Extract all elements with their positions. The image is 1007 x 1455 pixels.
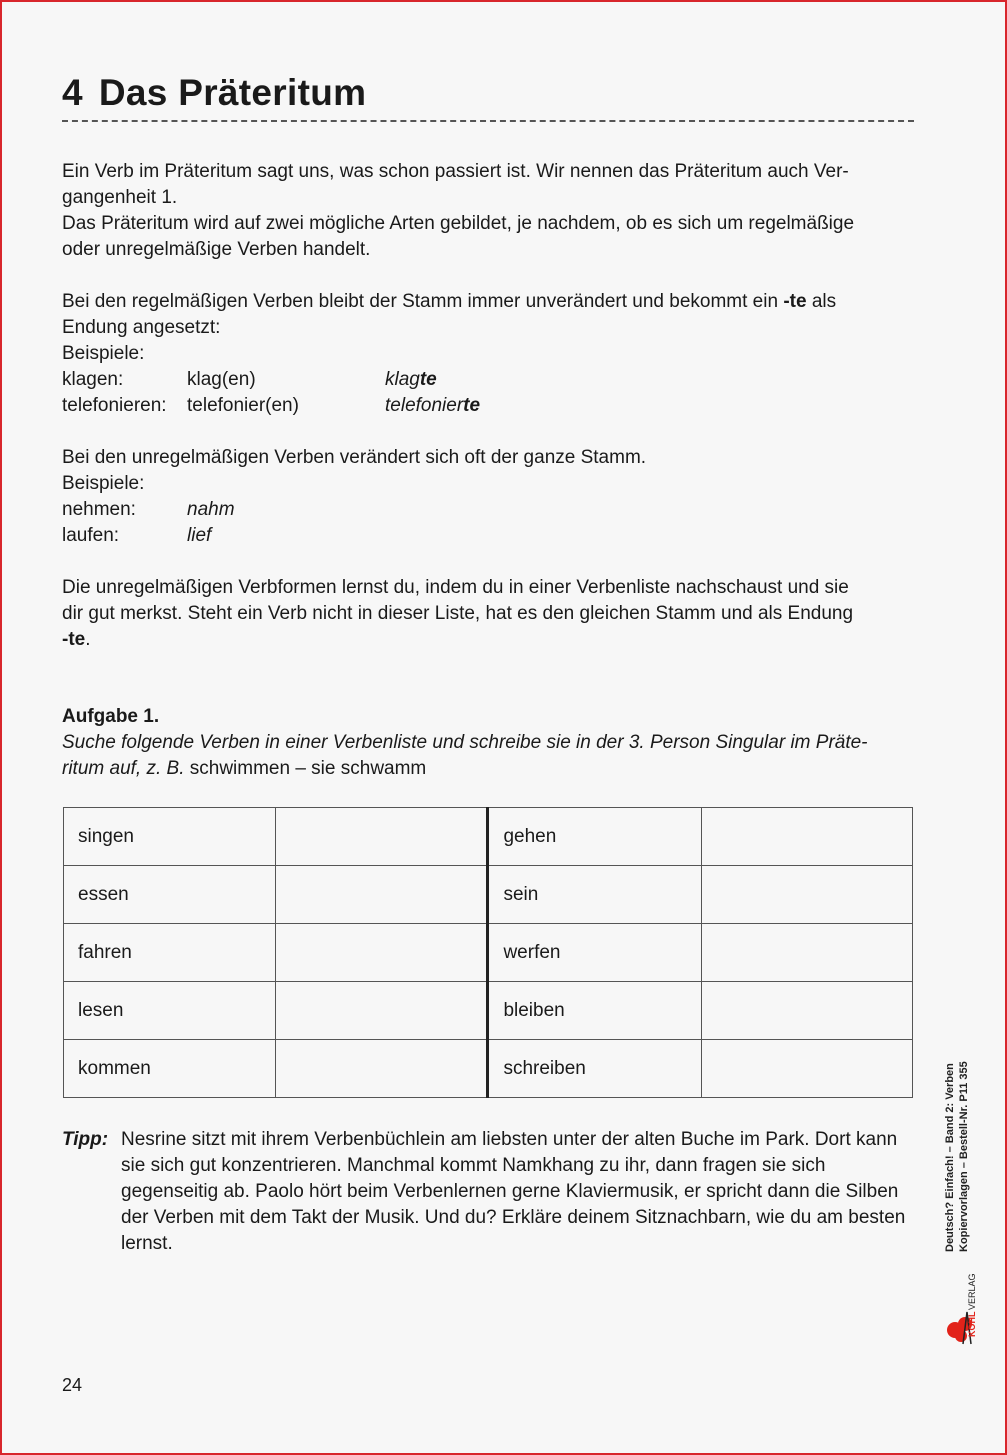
task-block <box>62 704 922 782</box>
learning-paragraph <box>62 575 922 653</box>
task-instruction: Suche folgende Verben in einer Verbenliste und schreibe sie in der 3. Person Singular im Präte- <box>62 732 868 753</box>
svg-text:VERLAG: VERLAG <box>967 1273 977 1310</box>
page-title <box>62 72 366 114</box>
task-example: schwimmen – sie schwamm <box>184 758 427 779</box>
answer-cell[interactable] <box>276 1040 488 1098</box>
chapter-title: Das Präteritum <box>98 72 367 113</box>
answer-cell[interactable] <box>701 866 912 924</box>
chapter-number: 4 <box>62 72 83 113</box>
example-verb: telefonieren: <box>62 395 167 416</box>
verb-cell: essen <box>64 866 276 924</box>
regular-line: Endung angesetzt: <box>62 317 221 338</box>
answer-cell[interactable] <box>701 808 912 866</box>
title-divider <box>62 120 914 122</box>
answer-cell[interactable] <box>276 982 488 1040</box>
learning-line: dir gut merkst. Steht ein Verb nicht in dieser Liste, hat es den gleichen Stamm und als Endung <box>62 603 854 624</box>
verb-cell: werfen <box>488 924 701 982</box>
answer-cell[interactable] <box>701 924 912 982</box>
examples-label: Beispiele: <box>62 343 145 364</box>
table-row <box>64 866 913 924</box>
imprint-line: Deutsch? Einfach! – Band 2: Verben <box>944 1063 956 1252</box>
example-verb: nehmen: <box>62 499 136 520</box>
example-form: telefonierte <box>385 395 481 416</box>
verb-cell: fahren <box>64 924 276 982</box>
answer-cell[interactable] <box>276 866 488 924</box>
verb-cell: sein <box>488 866 701 924</box>
learning-line: Die unregelmäßigen Verbformen lernst du, indem du in einer Verbenliste nachschaust und sie <box>62 577 849 598</box>
tipp-text: Nesrine sitzt mit ihrem Verbenbüchlein am liebsten unter der alten Buche im Park. Dort kann sie sich gut konzentrieren. Manchmal kommt Namkhang zu ihr, dann fragen sie sich gegenseitig ab. Paolo hört beim Verbenlernen gerne Klaviermusik, er spricht dann die Silben der Verben mit dem Takt der Musik. Und du? Erkläre deinem Sitznachbarn, wie du am besten lernst. <box>121 1129 906 1254</box>
table-row <box>64 924 913 982</box>
verb-cell: singen <box>64 808 276 866</box>
imprint-line: Kopiervorlagen – Bestell-Nr. P11 355 <box>958 1061 970 1252</box>
table-row <box>64 1040 913 1098</box>
intro-line: Das Präteritum wird auf zwei mögliche Arten gebildet, je nachdem, ob es sich um regelmäßige <box>62 213 855 234</box>
answer-cell[interactable] <box>701 1040 912 1098</box>
verb-cell: gehen <box>488 808 701 866</box>
learning-line: -te. <box>62 629 91 650</box>
tipp-label: Tipp: <box>62 1129 109 1150</box>
example-form: klagte <box>385 369 437 390</box>
regular-line: Bei den regelmäßigen Verben bleibt der Stamm immer unverändert und bekommt ein -te als <box>62 291 837 312</box>
intro-line: gangenheit 1. <box>62 187 178 208</box>
irregular-verbs-paragraph <box>62 445 922 497</box>
example-form: lief <box>187 525 212 546</box>
task-instruction: ritum auf, z. B. schwimmen – sie schwamm <box>62 758 427 779</box>
example-stem: telefonier(en) <box>187 395 299 416</box>
answer-cell[interactable] <box>701 982 912 1040</box>
verb-cell: bleiben <box>488 982 701 1040</box>
svg-text:KOHL: KOHL <box>967 1311 977 1337</box>
example-verb: laufen: <box>62 525 120 546</box>
verb-table <box>63 807 913 1098</box>
verb-cell: schreiben <box>488 1040 701 1098</box>
table-row <box>64 808 913 866</box>
task-heading: Aufgabe 1. <box>62 706 160 727</box>
answer-cell[interactable] <box>276 924 488 982</box>
page-number: 24 <box>62 1375 83 1395</box>
example-stem: klag(en) <box>187 369 256 390</box>
verb-cell: lesen <box>64 982 276 1040</box>
intro-line: oder unregelmäßige Verben handelt. <box>62 239 371 260</box>
intro-line: Ein Verb im Präteritum sagt uns, was schon passiert ist. Wir nennen das Präteritum auch Ver- <box>62 161 849 182</box>
answer-cell[interactable] <box>276 808 488 866</box>
regular-verbs-paragraph <box>62 289 922 367</box>
verb-cell: kommen <box>64 1040 276 1098</box>
ending-te: -te <box>783 291 807 312</box>
example-form: nahm <box>187 499 235 520</box>
intro-paragraph <box>62 159 922 263</box>
example-verb: klagen: <box>62 369 124 390</box>
kohl-verlag-logo-icon <box>945 1252 985 1347</box>
table-row <box>64 982 913 1040</box>
publisher-imprint <box>943 1061 971 1252</box>
examples-label: Beispiele: <box>62 473 145 494</box>
irregular-line: Bei den unregelmäßigen Verben verändert sich oft der ganze Stamm. <box>62 447 647 468</box>
